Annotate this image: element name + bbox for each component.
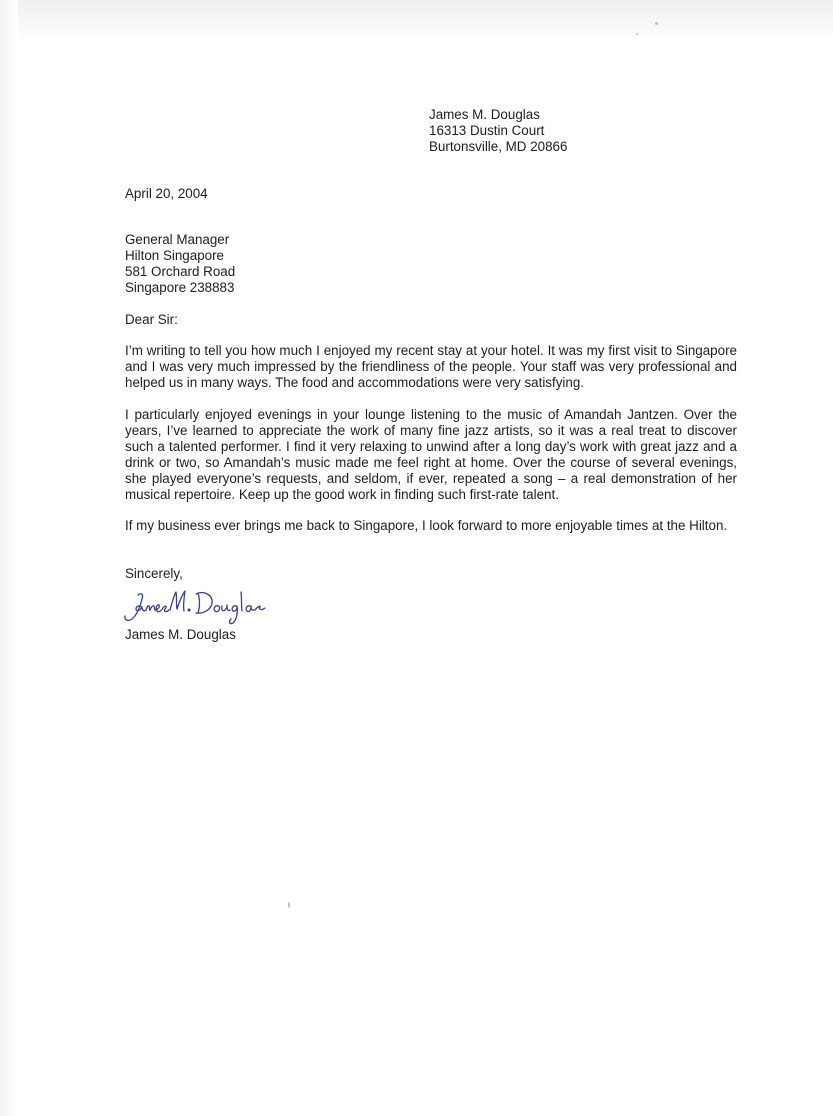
sender-name: James M. Douglas (429, 107, 540, 122)
body-paragraph: If my business ever brings me back to Singapore, I look forward to more enjoyable times at the Hilton. (125, 518, 728, 533)
scan-speck (655, 22, 658, 25)
recipient-street: 581 Orchard Road (125, 264, 236, 279)
scan-top-shadow (0, 0, 833, 44)
recipient-city: Singapore 238883 (125, 280, 235, 295)
scan-speck (288, 902, 290, 908)
signatory-name: James M. Douglas (125, 627, 236, 642)
sender-street: 16313 Dustin Court (429, 123, 545, 138)
recipient-company: Hilton Singapore (125, 248, 225, 263)
sender-city: Burtonsville, MD 20866 (429, 139, 568, 154)
scan-left-shadow (0, 0, 18, 1116)
scan-speck (636, 33, 638, 35)
letter-date: April 20, 2004 (125, 186, 208, 201)
closing: Sincerely, (125, 566, 183, 581)
body-paragraph: I’m writing to tell you how much I enjoyed my recent stay at your hotel. It was my first visit to Singapore and I was very much impressed by the friendliness of the people. Your staff was very professional and helped us in many ways. The food and accommodations were very satisfying. (125, 343, 737, 390)
recipient-title: General Manager (125, 232, 230, 247)
body-paragraph: I particularly enjoyed evenings in your lounge listening to the music of Amandah Jantzen. Over the years, I’ve learned to appreciate the work of many fine jazz artists, so it was a real treat to discover such a talented performer. I find it very relaxing to unwind after a long day’s work with great jazz and a drink or two, so Amandah’s music made me feel right at home. Over the course of several evenings, she played everyone’s requests, and seldom, if ever, repeated a song – a real demonstration of her musical repertoire. Keep up the good work in finding such first-rate talent. (125, 407, 737, 502)
salutation: Dear Sir: (125, 312, 178, 327)
handwritten-signature (120, 583, 310, 633)
